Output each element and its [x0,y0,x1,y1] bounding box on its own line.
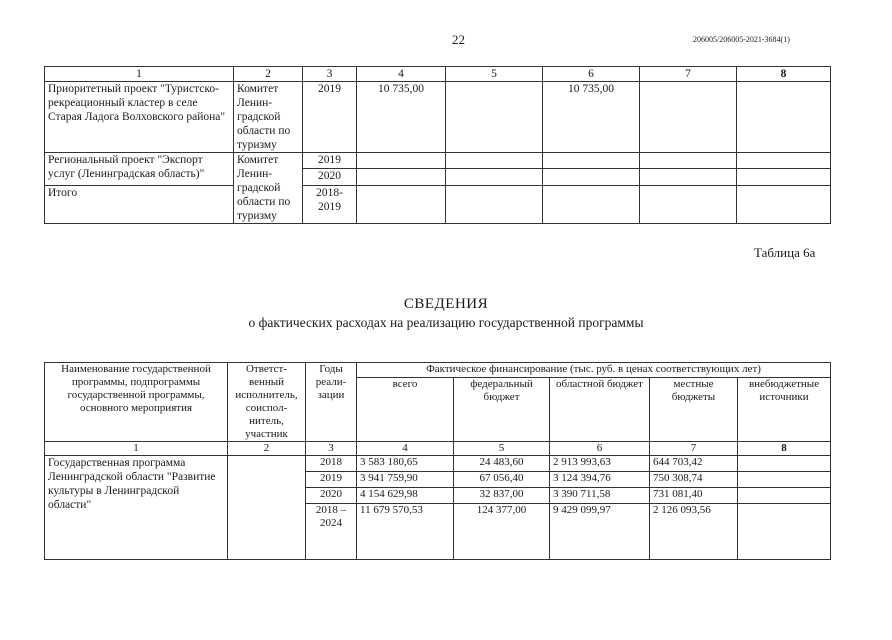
table-label: Таблица 6а [754,245,816,260]
executor: Комитет Ленин-градской области по туризму [234,82,303,153]
offbudget-value [737,82,831,153]
total-value: 10 735,00 [357,82,446,153]
col-number: 4 [357,442,454,456]
year: 2020 [306,488,357,504]
year: 2019 [303,153,357,169]
project-name: Региональный проект "Экспорт услуг (Ленинградская область)" [45,153,234,186]
header-total: всего [357,378,454,442]
federal-value: 124 377,00 [454,504,550,560]
year: 2018 [306,456,357,472]
offbudget-value [738,504,831,560]
year: 2018-2019 [303,186,357,224]
col-number: 8 [737,67,831,82]
total-value: 11 679 570,53 [357,504,454,560]
federal-value: 24 483,60 [454,456,550,472]
regional-value: 9 429 099,97 [550,504,650,560]
federal-value [446,82,543,153]
offbudget-value [738,488,831,504]
total-value [357,186,446,224]
col-number: 6 [550,442,650,456]
project-name: Приоритетный проект "Туристско-рекреационный кластер в селе Старая Ладога Волховского района" [45,82,234,153]
projects-table [44,66,831,224]
header-years: Годы реали-зации [306,363,357,442]
table-row [45,456,831,472]
document-reference: 206005/206005-2021-3684(1) [693,35,790,44]
header-executor: Ответст-венный исполнитель, соиспол-нитель, участник [228,363,306,442]
col-number: 7 [650,442,738,456]
header-name: Наименование государственной программы, подпрограммы государственной программы, основного мероприятия [45,363,228,442]
header-financing: Фактическое финансирование (тыс. руб. в ценах соответствующих лет) [357,363,831,378]
section-subtitle: о фактических расходах на реализацию государственной программы [248,315,644,330]
regional-value: 2 913 993,63 [550,456,650,472]
year: 2019 [306,472,357,488]
col-number: 2 [228,442,306,456]
federal-value [446,153,543,169]
regional-value [543,169,640,186]
total-value: 3 941 759,90 [357,472,454,488]
executor [228,456,306,560]
section-title: СВЕДЕНИЯ [403,296,489,312]
federal-value: 32 837,00 [454,488,550,504]
year: 2020 [303,169,357,186]
col-number: 2 [234,67,303,82]
col-number: 3 [303,67,357,82]
program-name: Государственная программа Ленинградской области "Развитие культуры в Ленинградской области" [45,456,228,560]
actual-expenses-table [44,362,831,560]
offbudget-value [737,186,831,224]
column-number-row [45,67,831,82]
federal-value [446,186,543,224]
header-regional: областной бюджет [550,378,650,442]
total-value: 3 583 180,65 [357,456,454,472]
page-number: 22 [452,32,465,47]
offbudget-value [737,169,831,186]
regional-value: 10 735,00 [543,82,640,153]
total-value: 4 154 629,98 [357,488,454,504]
local-value [640,82,737,153]
col-number: 8 [738,442,831,456]
executor: Комитет Ленин-градской области по туризму [234,153,303,224]
local-value [640,186,737,224]
local-value: 644 703,42 [650,456,738,472]
table-row [45,82,831,153]
column-number-row [45,442,831,456]
local-value [640,169,737,186]
year: 2018 – 2024 [306,504,357,560]
col-number: 6 [543,67,640,82]
offbudget-value [738,472,831,488]
local-value: 2 126 093,56 [650,504,738,560]
federal-value [446,169,543,186]
regional-value [543,186,640,224]
local-value: 731 081,40 [650,488,738,504]
offbudget-value [738,456,831,472]
regional-value [543,153,640,169]
header-row [45,363,831,378]
regional-value: 3 124 394,76 [550,472,650,488]
total-value [357,169,446,186]
header-federal: федеральный бюджет [454,378,550,442]
year: 2019 [303,82,357,153]
federal-value: 67 056,40 [454,472,550,488]
col-number: 4 [357,67,446,82]
col-number: 7 [640,67,737,82]
total-row-label: Итого [45,186,234,224]
col-number: 1 [45,67,234,82]
total-value [357,153,446,169]
table-row [45,186,831,224]
local-value [640,153,737,169]
col-number: 5 [446,67,543,82]
offbudget-value [737,153,831,169]
col-number: 5 [454,442,550,456]
header-local: местные бюджеты [650,378,738,442]
col-number: 1 [45,442,228,456]
regional-value: 3 390 711,58 [550,488,650,504]
table-row [45,153,831,169]
local-value: 750 308,74 [650,472,738,488]
header-offbudget: внебюджетные источники [738,378,831,442]
col-number: 3 [306,442,357,456]
